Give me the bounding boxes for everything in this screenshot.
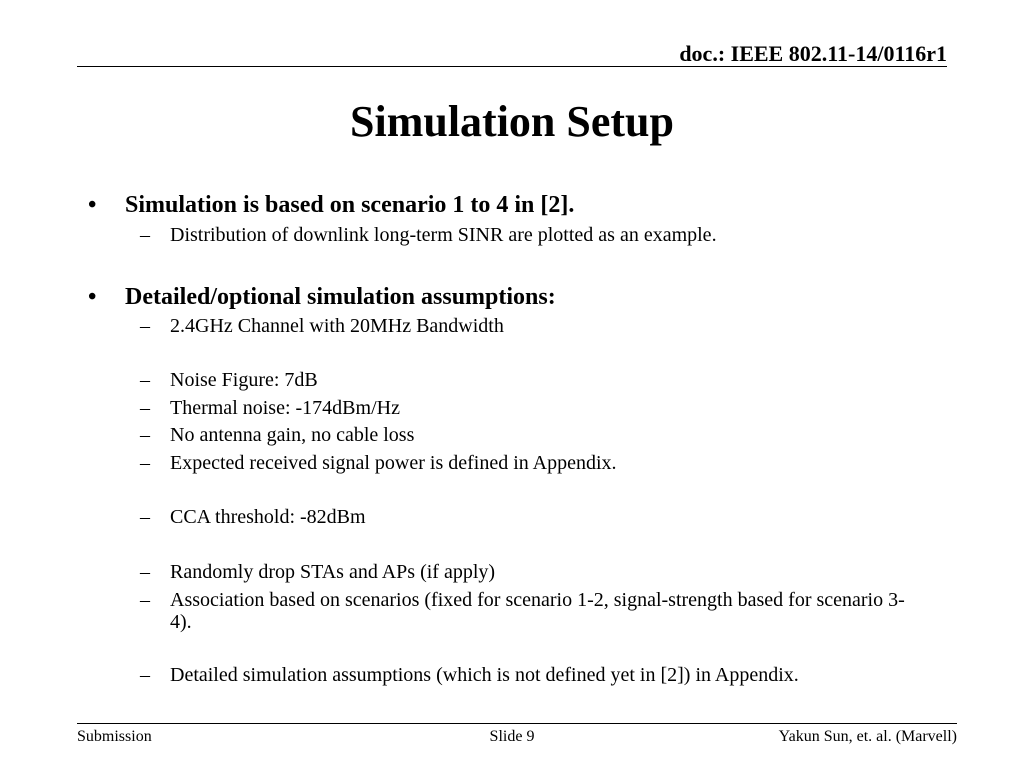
doc-id: doc.: IEEE 802.11-14/0116r1 [679, 41, 947, 66]
sub-item [140, 664, 910, 686]
footer-author: Yakun Sun, et. al. (Marvell) [778, 728, 957, 745]
sub-text: Noise Figure: 7dB [170, 369, 318, 391]
bullet-text: Detailed/optional simulation assumptions: [125, 284, 556, 310]
sub-marker: – [140, 664, 150, 686]
sub-item [140, 224, 910, 246]
sub-text: Distribution of downlink long-term SINR are plotted as an example. [170, 224, 717, 246]
sub-marker: – [140, 369, 150, 391]
sub-text: Randomly drop STAs and APs (if apply) [170, 561, 496, 583]
sub-item [140, 561, 910, 583]
sub-marker: – [140, 589, 150, 611]
footer-slide-number: Slide 9 [489, 728, 535, 745]
sub-item [140, 369, 910, 391]
sub-marker: – [140, 452, 150, 474]
sub-text: CCA threshold: -82dBm [170, 506, 366, 528]
sub-text: Association based on scenarios (fixed for scenario 1-2, signal-strength based for scenario 3-4). [170, 589, 905, 633]
sub-marker: – [140, 506, 150, 528]
sub-marker: – [140, 561, 150, 583]
slide-title: Simulation Setup [350, 97, 674, 146]
sub-text: Thermal noise: -174dBm/Hz [170, 397, 400, 419]
footer-rule [77, 723, 957, 724]
sub-marker: – [140, 315, 150, 337]
sub-text: Expected received signal power is defined in Appendix. [170, 452, 617, 474]
sub-marker: – [140, 424, 150, 446]
sub-item [140, 589, 910, 633]
sub-text: 2.4GHz Channel with 20MHz Bandwidth [170, 315, 504, 337]
sub-marker: – [140, 224, 150, 246]
sub-item [140, 452, 910, 474]
footer-submission: Submission [77, 728, 152, 745]
sub-item [140, 315, 910, 337]
bullet-marker: • [88, 284, 97, 310]
sub-item [140, 506, 910, 528]
sub-marker: – [140, 397, 150, 419]
sub-item [140, 424, 910, 446]
sub-item [140, 397, 910, 419]
bullet-marker: • [88, 192, 97, 218]
sub-text: Detailed simulation assumptions (which is not defined yet in [2]) in Appendix. [170, 664, 799, 686]
sub-text: No antenna gain, no cable loss [170, 424, 415, 446]
bullet-text: Simulation is based on scenario 1 to 4 in [2]. [125, 192, 575, 218]
